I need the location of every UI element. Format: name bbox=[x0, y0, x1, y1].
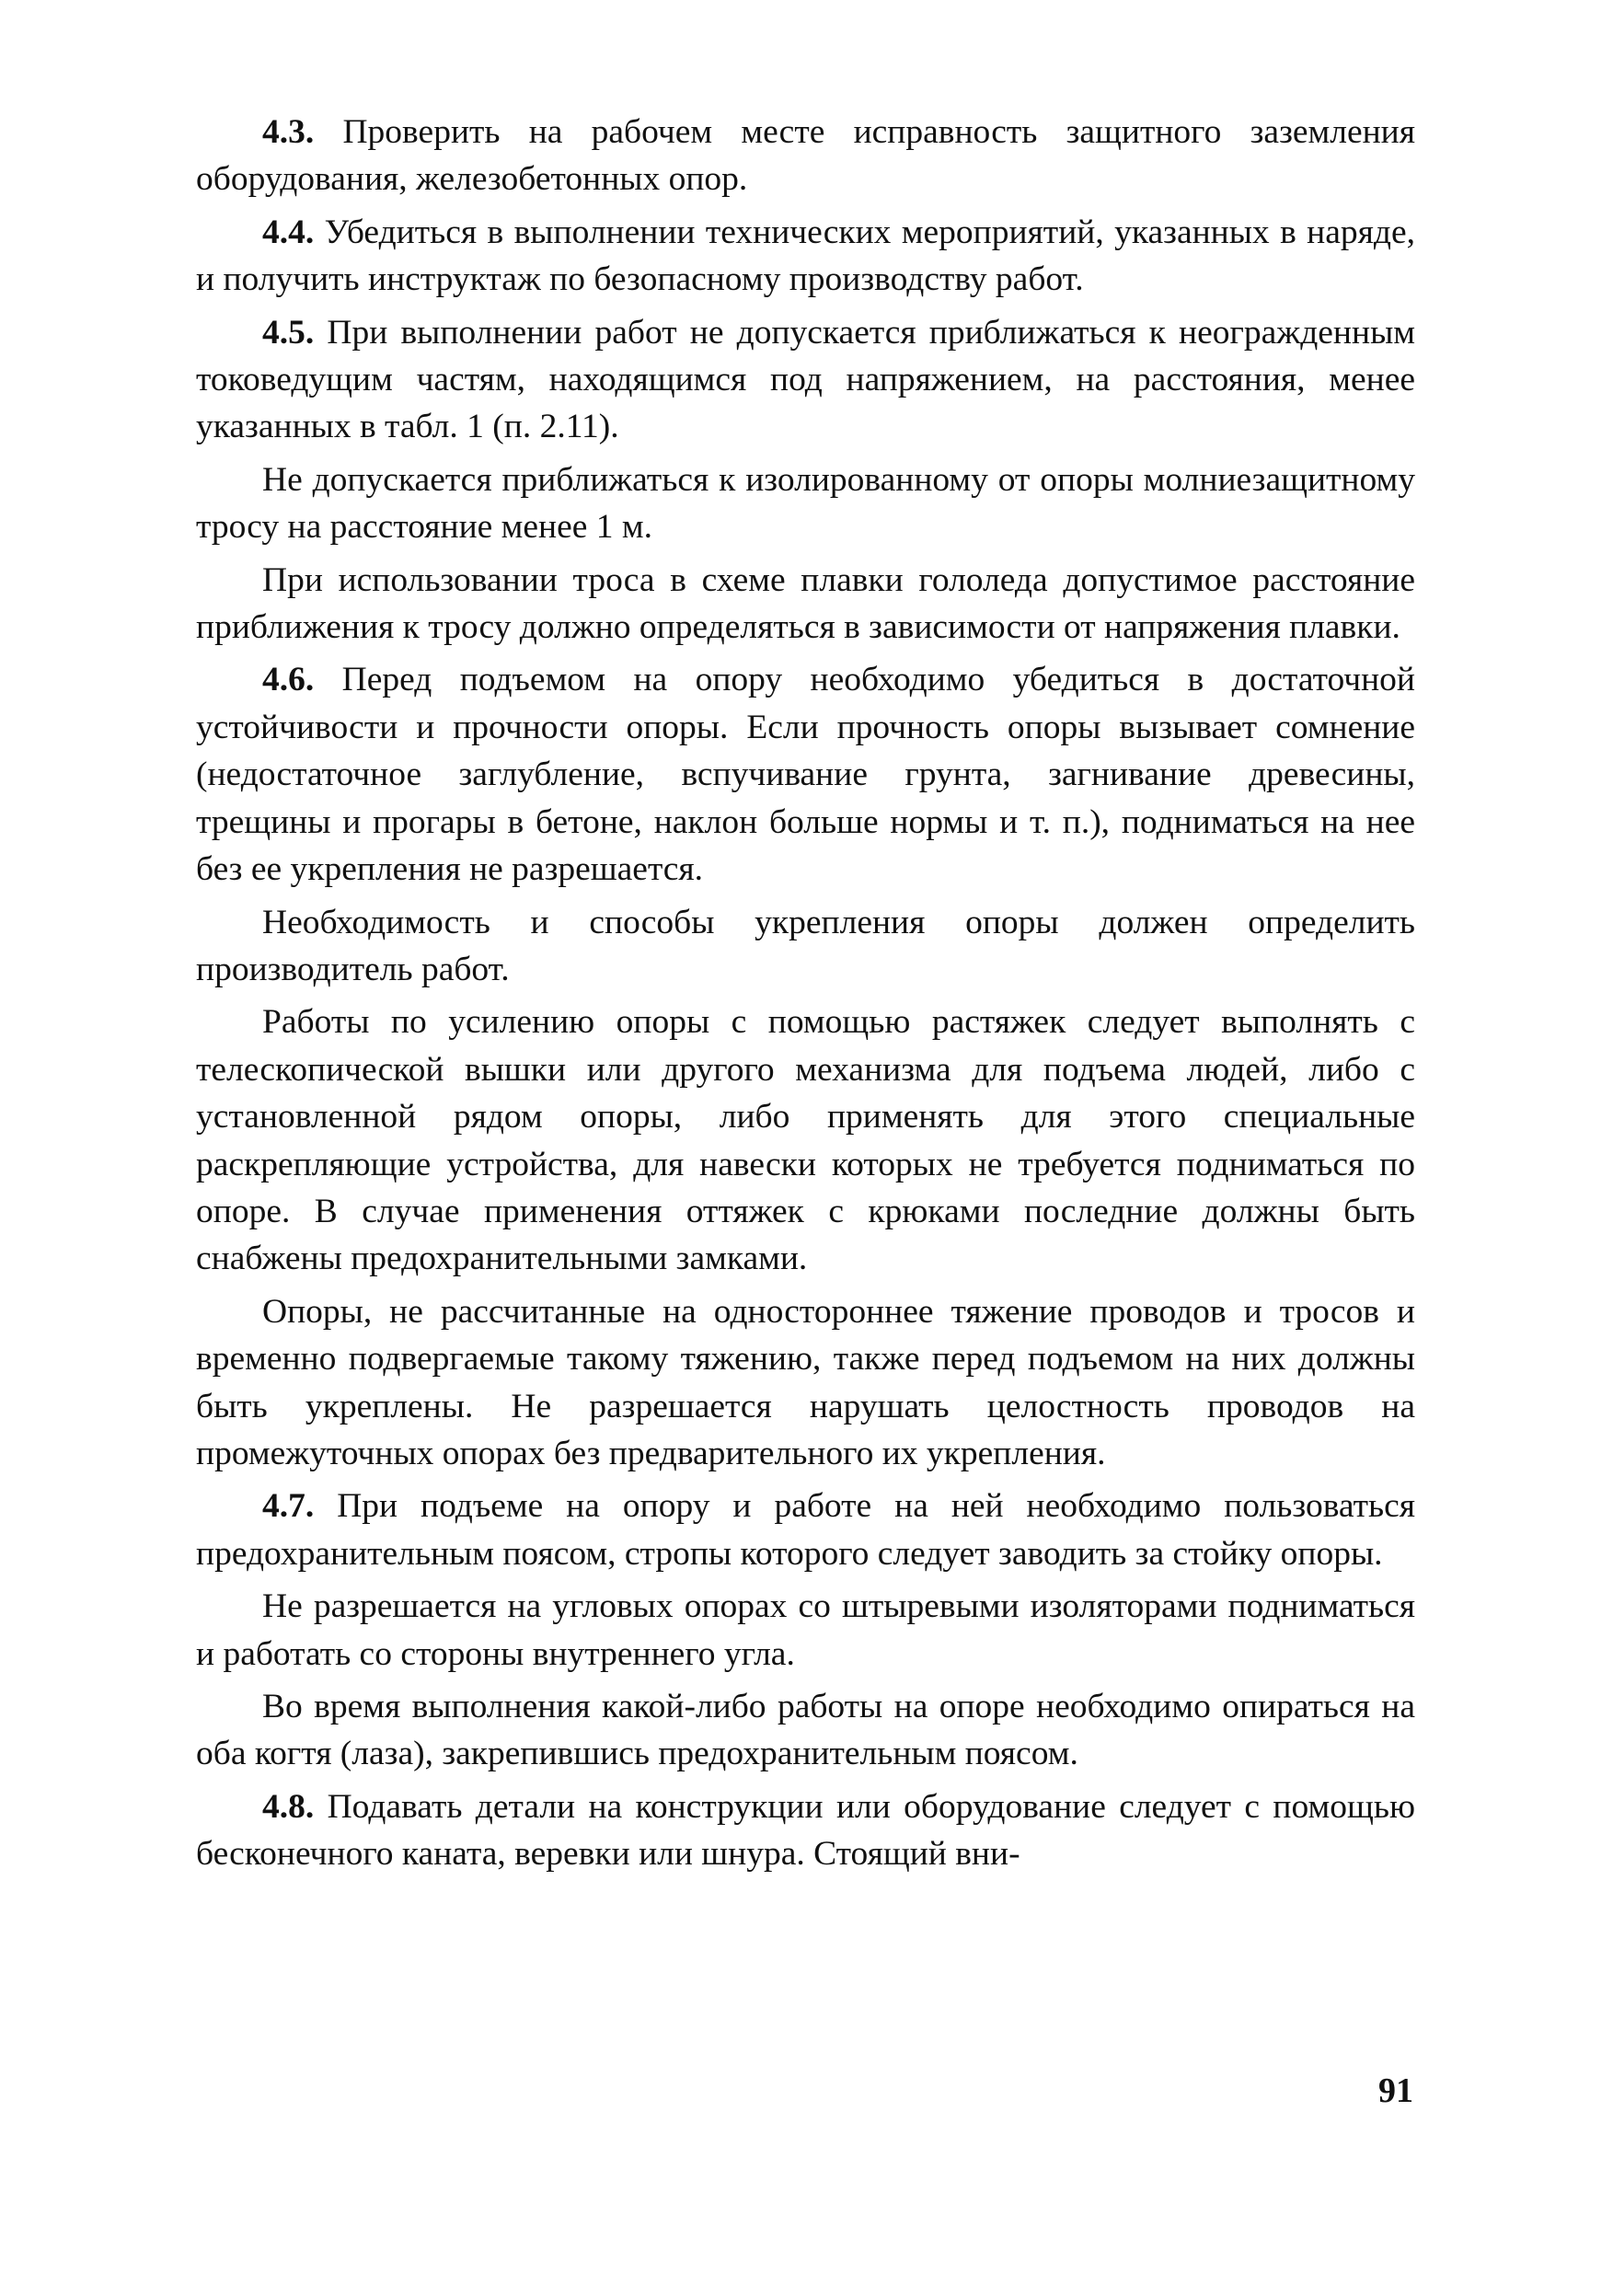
page-number: 91 bbox=[1378, 2071, 1413, 2110]
paragraph bbox=[196, 456, 1415, 551]
paragraph bbox=[196, 998, 1415, 1282]
paragraph-4-3 bbox=[196, 109, 1415, 203]
section-number: 4.8. bbox=[262, 1787, 315, 1826]
section-number: 4.4. bbox=[262, 213, 315, 251]
paragraph-text: При использовании троса в схеме плавки гололеда допустимое расстояние приближения к тросу должно определяться в зависимости от напряжения плавки. bbox=[196, 560, 1415, 647]
paragraph-4-8 bbox=[196, 1783, 1415, 1878]
paragraph-text: Убедиться в выполнении технических мероприятий, указанных в наряде, и получить инструктаж по безопасному производству работ. bbox=[196, 213, 1415, 299]
paragraph-text: Не допускается приближаться к изолированному от опоры молниезащитному тросу на расстояние менее 1 м. bbox=[196, 460, 1415, 547]
section-number: 4.3. bbox=[262, 113, 315, 151]
section-number: 4.5. bbox=[262, 313, 315, 352]
paragraph-text: Опоры, не рассчитанные на одностороннее тяжение проводов и тросов и временно подвергаемые такому тяжению, также перед подъемом на них должны быть укреплены. Не разрешается нарушать целостность проводов на промежуточных опорах без предварительного их укрепления. bbox=[196, 1292, 1415, 1472]
paragraph-text: При выполнении работ не допускается приближаться к неогражденным токоведущим частям, находящимся под напряжением, на расстояния, менее указанных в табл. 1 (п. 2.11). bbox=[196, 313, 1415, 446]
paragraph-4-4 bbox=[196, 209, 1415, 304]
paragraph-text: Подавать детали на конструкции или оборудование следует с помощью бесконечного каната, веревки или шнура. Стоящий вни- bbox=[196, 1787, 1415, 1874]
paragraph-4-7 bbox=[196, 1483, 1415, 1577]
paragraph-text: Работы по усилению опоры с помощью растяжек следует выполнять с телескопической вышки или другого механизма для подъема людей, либо с установленной рядом опоры, либо применять для этого специальные раскрепляющие устройства, для навески которых не требуется подниматься по опоре. В случае применения оттяжек с крюками последние должны быть снабжены предохранительными замками. bbox=[196, 1003, 1415, 1278]
paragraph bbox=[196, 1683, 1415, 1778]
section-number: 4.7. bbox=[262, 1487, 315, 1526]
paragraph-text: Проверить на рабочем месте исправность защитного заземления оборудования, железобетонных опор. bbox=[196, 113, 1415, 199]
paragraph-4-6 bbox=[196, 656, 1415, 893]
paragraph bbox=[196, 899, 1415, 994]
paragraph bbox=[196, 1288, 1415, 1478]
paragraph bbox=[196, 1583, 1415, 1678]
paragraph-text: Не разрешается на угловых опорах со штыревыми изоляторами подниматься и работать со стороны внутреннего угла. bbox=[196, 1587, 1415, 1673]
section-number: 4.6. bbox=[262, 661, 315, 699]
paragraph-text: При подъеме на опору и работе на ней необходимо пользоваться предохранительным поясом, стропы которого следует заводить за стойку опоры. bbox=[196, 1487, 1415, 1573]
page-body bbox=[196, 109, 1415, 1884]
paragraph-text: Перед подъемом на опору необходимо убедиться в достаточной устойчивости и прочности опоры. Если прочность опоры вызывает сомнение (недостаточное заглубление, вспучивание грунта, загнивание древесины, трещины и прогары в бетоне, наклон больше нормы и т. п.), подниматься на нее без ее укрепления не разрешается. bbox=[196, 661, 1415, 889]
paragraph bbox=[196, 557, 1415, 652]
paragraph-text: Необходимость и способы укрепления опоры должен определить производитель работ. bbox=[196, 903, 1415, 988]
paragraph-4-5 bbox=[196, 309, 1415, 451]
paragraph-text: Во время выполнения какой-либо работы на опоре необходимо опираться на оба когтя (лаза), закрепившись предохранительным поясом. bbox=[196, 1688, 1415, 1773]
